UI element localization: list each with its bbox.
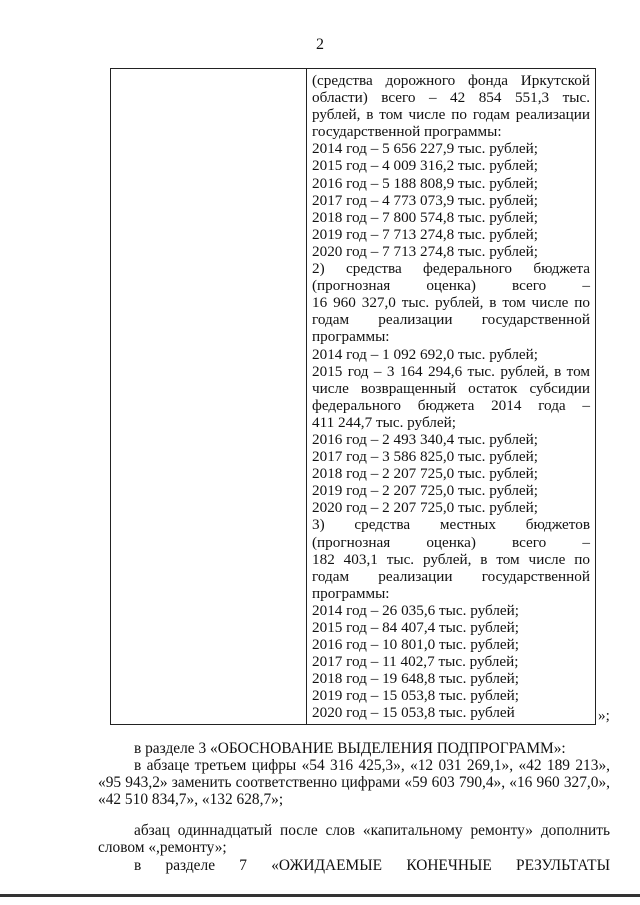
body-text-line: «42 510 834,7», «132 628,7»; — [98, 791, 284, 809]
body-text-line: в разделе 3 «ОБОСНОВАНИЕ ВЫДЕЛЕНИЯ ПОДПРОГРАММ»: — [134, 740, 566, 757]
table-cell-line: государственной программы: — [312, 123, 502, 141]
amendment-table — [110, 68, 596, 725]
table-cell-line: программы: — [312, 328, 390, 346]
table-cell-line: 2014 год – 26 035,6 тыс. рублей; — [312, 601, 520, 619]
table-cell-line: 2016 год – 5 188 808,9 тыс. рублей; — [312, 174, 539, 192]
table-cell-line: годам реализации государственной — [312, 311, 590, 329]
table-cell-line: 182 403,1 тыс. рублей, в том числе по — [312, 550, 590, 568]
table-column-divider — [306, 69, 307, 724]
table-cell-line: 2017 год – 3 586 825,0 тыс. рублей; — [312, 448, 539, 466]
table-cell-line: 2015 год – 4 009 316,2 тыс. рублей; — [312, 157, 539, 175]
table-cell-line: (средства дорожного фонда Иркутской — [312, 72, 590, 89]
body-text-line: «95 943,2» заменить соответственно цифрами «59 603 790,4», «16 960 327,0», — [98, 774, 610, 792]
table-cell-line: 2014 год – 1 092 692,0 тыс. рублей; — [312, 345, 539, 363]
table-cell-line: 2020 год – 15 053,8 тыс. рублей — [312, 704, 515, 722]
table-cell-line: годам реализации государственной — [312, 567, 590, 585]
table-cell-line: программы: — [312, 584, 390, 602]
table-cell-line: 2020 год – 2 207 725,0 тыс. рублей; — [312, 499, 539, 517]
page-bottom-edge — [0, 894, 640, 897]
body-text-line: в абзаце третьем цифры «54 316 425,3», «12 031 269,1», «42 189 213», — [134, 757, 610, 775]
amendment-body-text — [98, 740, 610, 874]
table-cell-line: 2) средства федерального бюджета — [312, 260, 590, 278]
table-cell-line: 2015 год – 3 164 294,6 тыс. рублей, в том — [312, 362, 590, 380]
body-text-line: абзац одиннадцатый после слов «капитальному ремонту» дополнить — [134, 822, 610, 840]
table-cell-line: 2017 год – 4 773 073,9 тыс. рублей; — [312, 191, 539, 209]
page-number: 2 — [316, 36, 324, 53]
table-cell-line: числе возвращенный остаток субсидии — [312, 379, 590, 397]
table-cell-line: 2018 год – 7 800 574,8 тыс. рублей; — [312, 208, 539, 226]
table-cell-line: 2018 год – 19 648,8 тыс. рублей; — [312, 670, 520, 688]
table-cell-line: 2019 год – 7 713 274,8 тыс. рублей; — [312, 225, 539, 243]
table-cell-line: 3) средства местных бюджетов — [312, 516, 590, 534]
table-cell-line: федерального бюджета 2014 года – — [312, 396, 590, 414]
table-cell-line: 2016 год – 2 493 340,4 тыс. рублей; — [312, 430, 539, 448]
closing-quote: »; — [598, 707, 610, 724]
table-cell-line: 2015 год – 84 407,4 тыс. рублей; — [312, 619, 520, 636]
table-cell-line: 2016 год – 10 801,0 тыс. рублей; — [312, 636, 520, 654]
table-cell-line: (прогнозная оценка) всего – — [312, 533, 590, 551]
table-cell-line: 2018 год – 2 207 725,0 тыс. рублей; — [312, 465, 539, 483]
body-text-line: словом «,ремонту»; — [98, 839, 227, 857]
table-cell-line: 411 244,7 тыс. рублей; — [312, 413, 456, 431]
table-cell-line: 2017 год – 11 402,7 тыс. рублей; — [312, 653, 519, 671]
body-text-line: в разделе 7 «ОЖИДАЕМЫЕ КОНЕЧНЫЕ РЕЗУЛЬТАТЫ — [134, 856, 610, 874]
table-cell-line: 2019 год – 2 207 725,0 тыс. рублей; — [312, 482, 539, 500]
table-cell-line: 16 960 327,0 тыс. рублей, в том числе по — [312, 294, 590, 312]
table-cell-line: (прогнозная оценка) всего – — [312, 277, 590, 295]
table-cell-line: 2019 год – 15 053,8 тыс. рублей; — [312, 687, 520, 705]
table-cell-line: рублей, в том числе по годам реализации — [312, 106, 590, 124]
paragraph-gap — [98, 808, 610, 822]
table-right-cell — [312, 72, 590, 722]
table-cell-line: 2020 год – 7 713 274,8 тыс. рублей; — [312, 242, 539, 260]
table-cell-line: 2014 год – 5 656 227,9 тыс. рублей; — [312, 140, 539, 158]
table-cell-line: области) всего – 42 854 551,3 тыс. — [312, 89, 590, 107]
